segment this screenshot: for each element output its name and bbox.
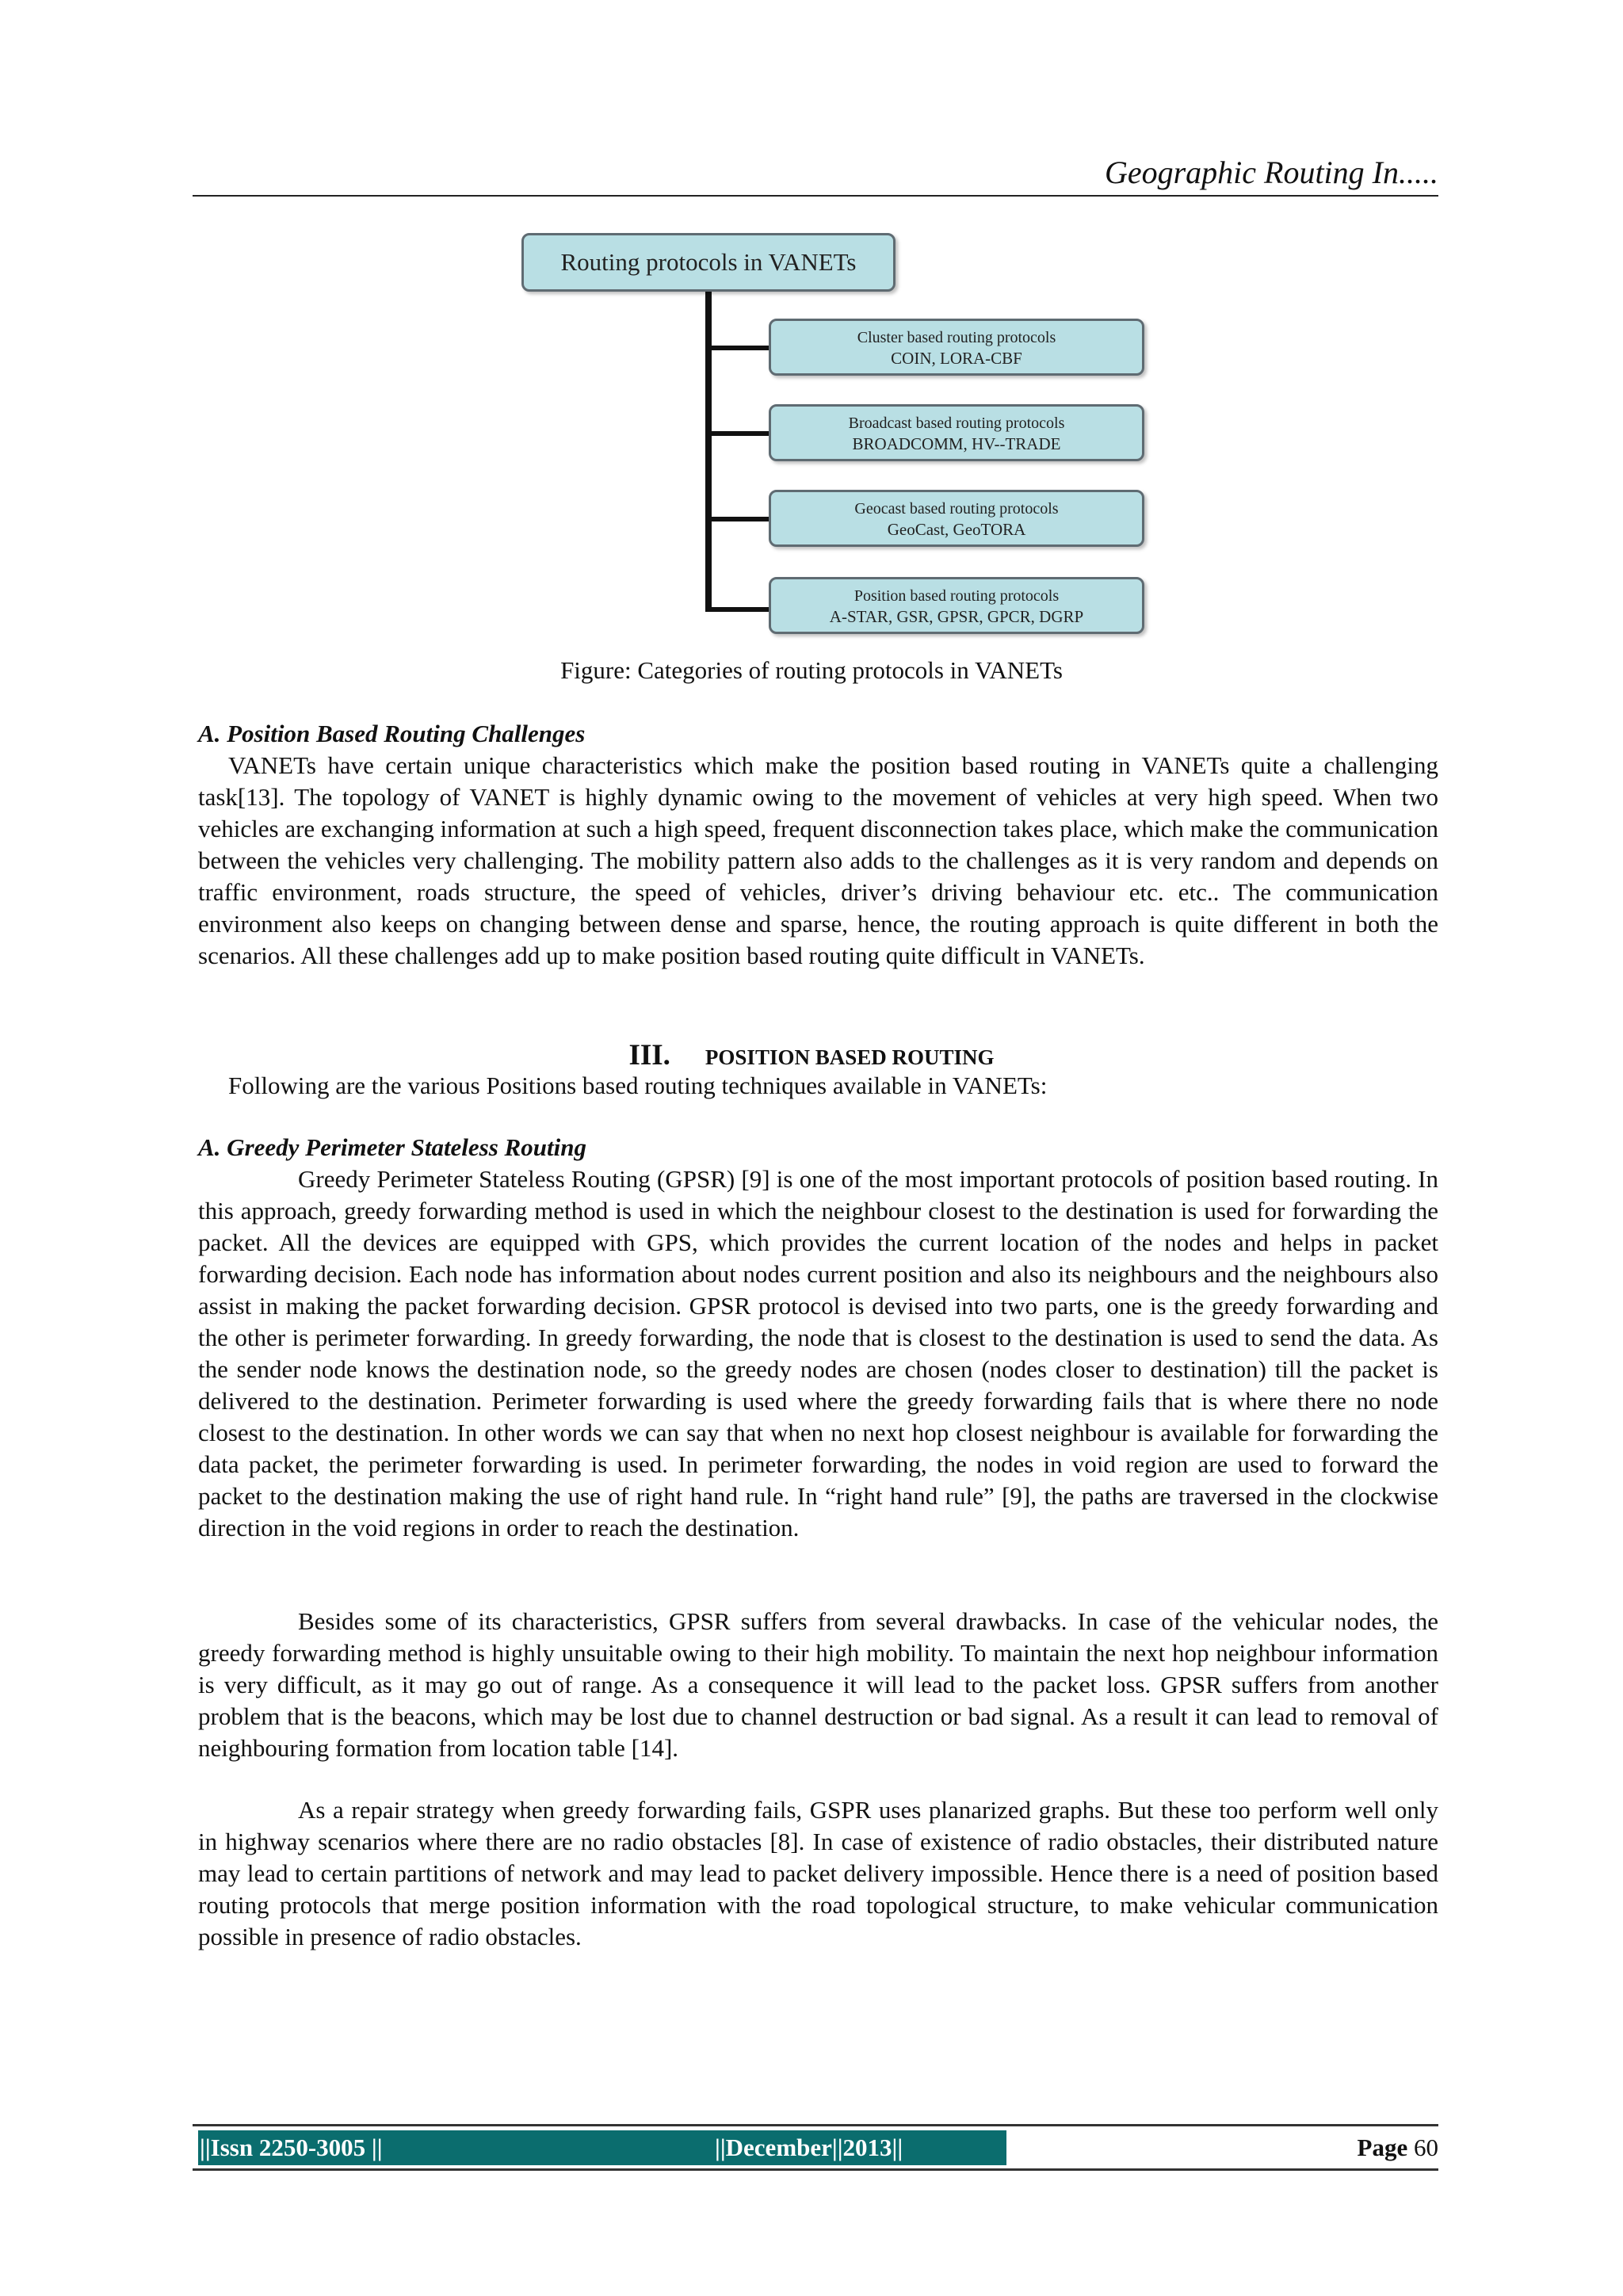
connector-branch bbox=[705, 607, 770, 612]
node-protocols: COIN, LORA-CBF bbox=[891, 349, 1022, 368]
footer-page bbox=[1358, 2132, 1438, 2164]
node-category: Geocast based routing protocols bbox=[854, 500, 1059, 518]
footer-rule-bottom bbox=[193, 2168, 1438, 2171]
node-protocols: GeoCast, GeoTORA bbox=[887, 520, 1026, 539]
paragraph-gpsr-3: As a repair strategy when greedy forwarding fails, GSPR uses planarized graphs. But these too perform well only in highway scenarios where there are no radio obstacles [8]. In case of existence of radio obstacles, their distributed nature may lead to certain partitions of network and may lead to packet delivery impossible. Hence there is a need of position based routing protocols that merge position information with the road topological structure, to make vehicular communication possible in presence of radio obstacles. bbox=[198, 1796, 1438, 1950]
diagram-node-geocast bbox=[769, 490, 1144, 547]
footer-issn: ||Issn 2250-3005 || bbox=[200, 2134, 383, 2161]
diagram-node-position bbox=[769, 577, 1144, 634]
figure-caption: Figure: Categories of routing protocols in VANETs bbox=[560, 656, 1063, 684]
section-intro: Following are the various Positions based routing techniques available in VANETs: bbox=[228, 1072, 1048, 1099]
page-number: 60 bbox=[1414, 2134, 1438, 2161]
section-number: III. bbox=[628, 1039, 670, 1072]
footer-rule-top bbox=[193, 2124, 1438, 2126]
subsection-heading-challenges: A. Position Based Routing Challenges bbox=[198, 720, 586, 747]
connector-branch bbox=[705, 346, 770, 350]
node-category: Cluster based routing protocols bbox=[857, 329, 1056, 346]
routing-protocols-diagram bbox=[0, 0, 1623, 682]
diagram-root-node: Routing protocols in VANETs bbox=[521, 233, 896, 292]
subsection-heading-gpsr: A. Greedy Perimeter Stateless Routing bbox=[198, 1133, 586, 1161]
page-label: Page bbox=[1357, 2134, 1408, 2161]
node-category: Broadcast based routing protocols bbox=[848, 415, 1065, 432]
connector-branch bbox=[705, 517, 770, 521]
paragraph-gpsr-1: Greedy Perimeter Stateless Routing (GPSR) [9] is one of the most important protocols of position based routing. In this approach, greedy forwarding method is used in which the neighbour closest to the destination is used for forwarding the packet. All the devices are equipped with GPS, which provides the current location of the nodes and helps in packet forwarding decision. Each node has information about nodes current position and also its neighbours and the neighbours also assist in making the packet forwarding decision. GPSR protocol is devised into two parts, one is the greedy forwarding and the other is perimeter forwarding. In greedy forwarding, the node that is closest to the destination is used to send the data. As the sender node knows the destination node, so the greedy nodes are chosen (nodes closer to destination) till the packet is delivered to the destination. Perimeter forwarding is used where the greedy forwarding fails that is where there no node closest to the destination. In other words we can say that when no next hop closest neighbour is available for forwarding the data packet, the perimeter forwarding is used. In perimeter forwarding, the nodes in void region are used to forward the packet to the destination making the use of right hand rule. In “right hand rule” [9], the paths are traversed in the clockwise direction in the void regions in order to reach the destination. bbox=[198, 1165, 1438, 1541]
diagram-node-broadcast bbox=[769, 404, 1144, 461]
diagram-node-cluster bbox=[769, 319, 1144, 376]
connector-branch bbox=[705, 431, 770, 436]
node-protocols: BROADCOMM, HV--TRADE bbox=[852, 434, 1061, 453]
section-heading bbox=[0, 1038, 1623, 1072]
paragraph-challenges: VANETs have certain unique characteristics which make the position based routing in VANETs quite a challenging task[13]. The topology of VANET is highly dynamic owing to the movement of vehicles at very high speed. When two vehicles are exchanging information at such a high speed, frequent disconnection takes place, which make the communication between the vehicles very challenging. The mobility pattern also adds to the challenges as it is very random and depends on traffic environment, roads structure, the speed of vehicles, driver’s driving behaviour etc. etc.. The communication environment also keeps on changing between dense and sparse, hence, the routing approach is quite different in both the scenarios. All these challenges add up to make position based routing quite difficult in VANETs. bbox=[198, 751, 1438, 969]
node-category: Position based routing protocols bbox=[854, 587, 1060, 605]
section-title: POSITION BASED ROUTING bbox=[705, 1045, 995, 1069]
connector-trunk bbox=[705, 292, 712, 612]
node-protocols: A-STAR, GSR, GPSR, GPCR, DGRP bbox=[829, 607, 1084, 626]
footer-date: ||December||2013|| bbox=[715, 2134, 903, 2161]
running-header: Geographic Routing In..... bbox=[1104, 155, 1438, 190]
paragraph-gpsr-2: Besides some of its characteristics, GPSR suffers from several drawbacks. In case of the vehicular nodes, the greedy forwarding method is highly unsuitable owing to their high mobility. To maintain the next hop neighbour information is very difficult, as it may go out of range. As a consequence it will lead to the packet loss. GPSR suffers from another problem that is the beacons, which may be lost due to channel destruction or bad signal. As a result it can lead to removal of neighbouring formation from location table [14]. bbox=[198, 1607, 1438, 1762]
